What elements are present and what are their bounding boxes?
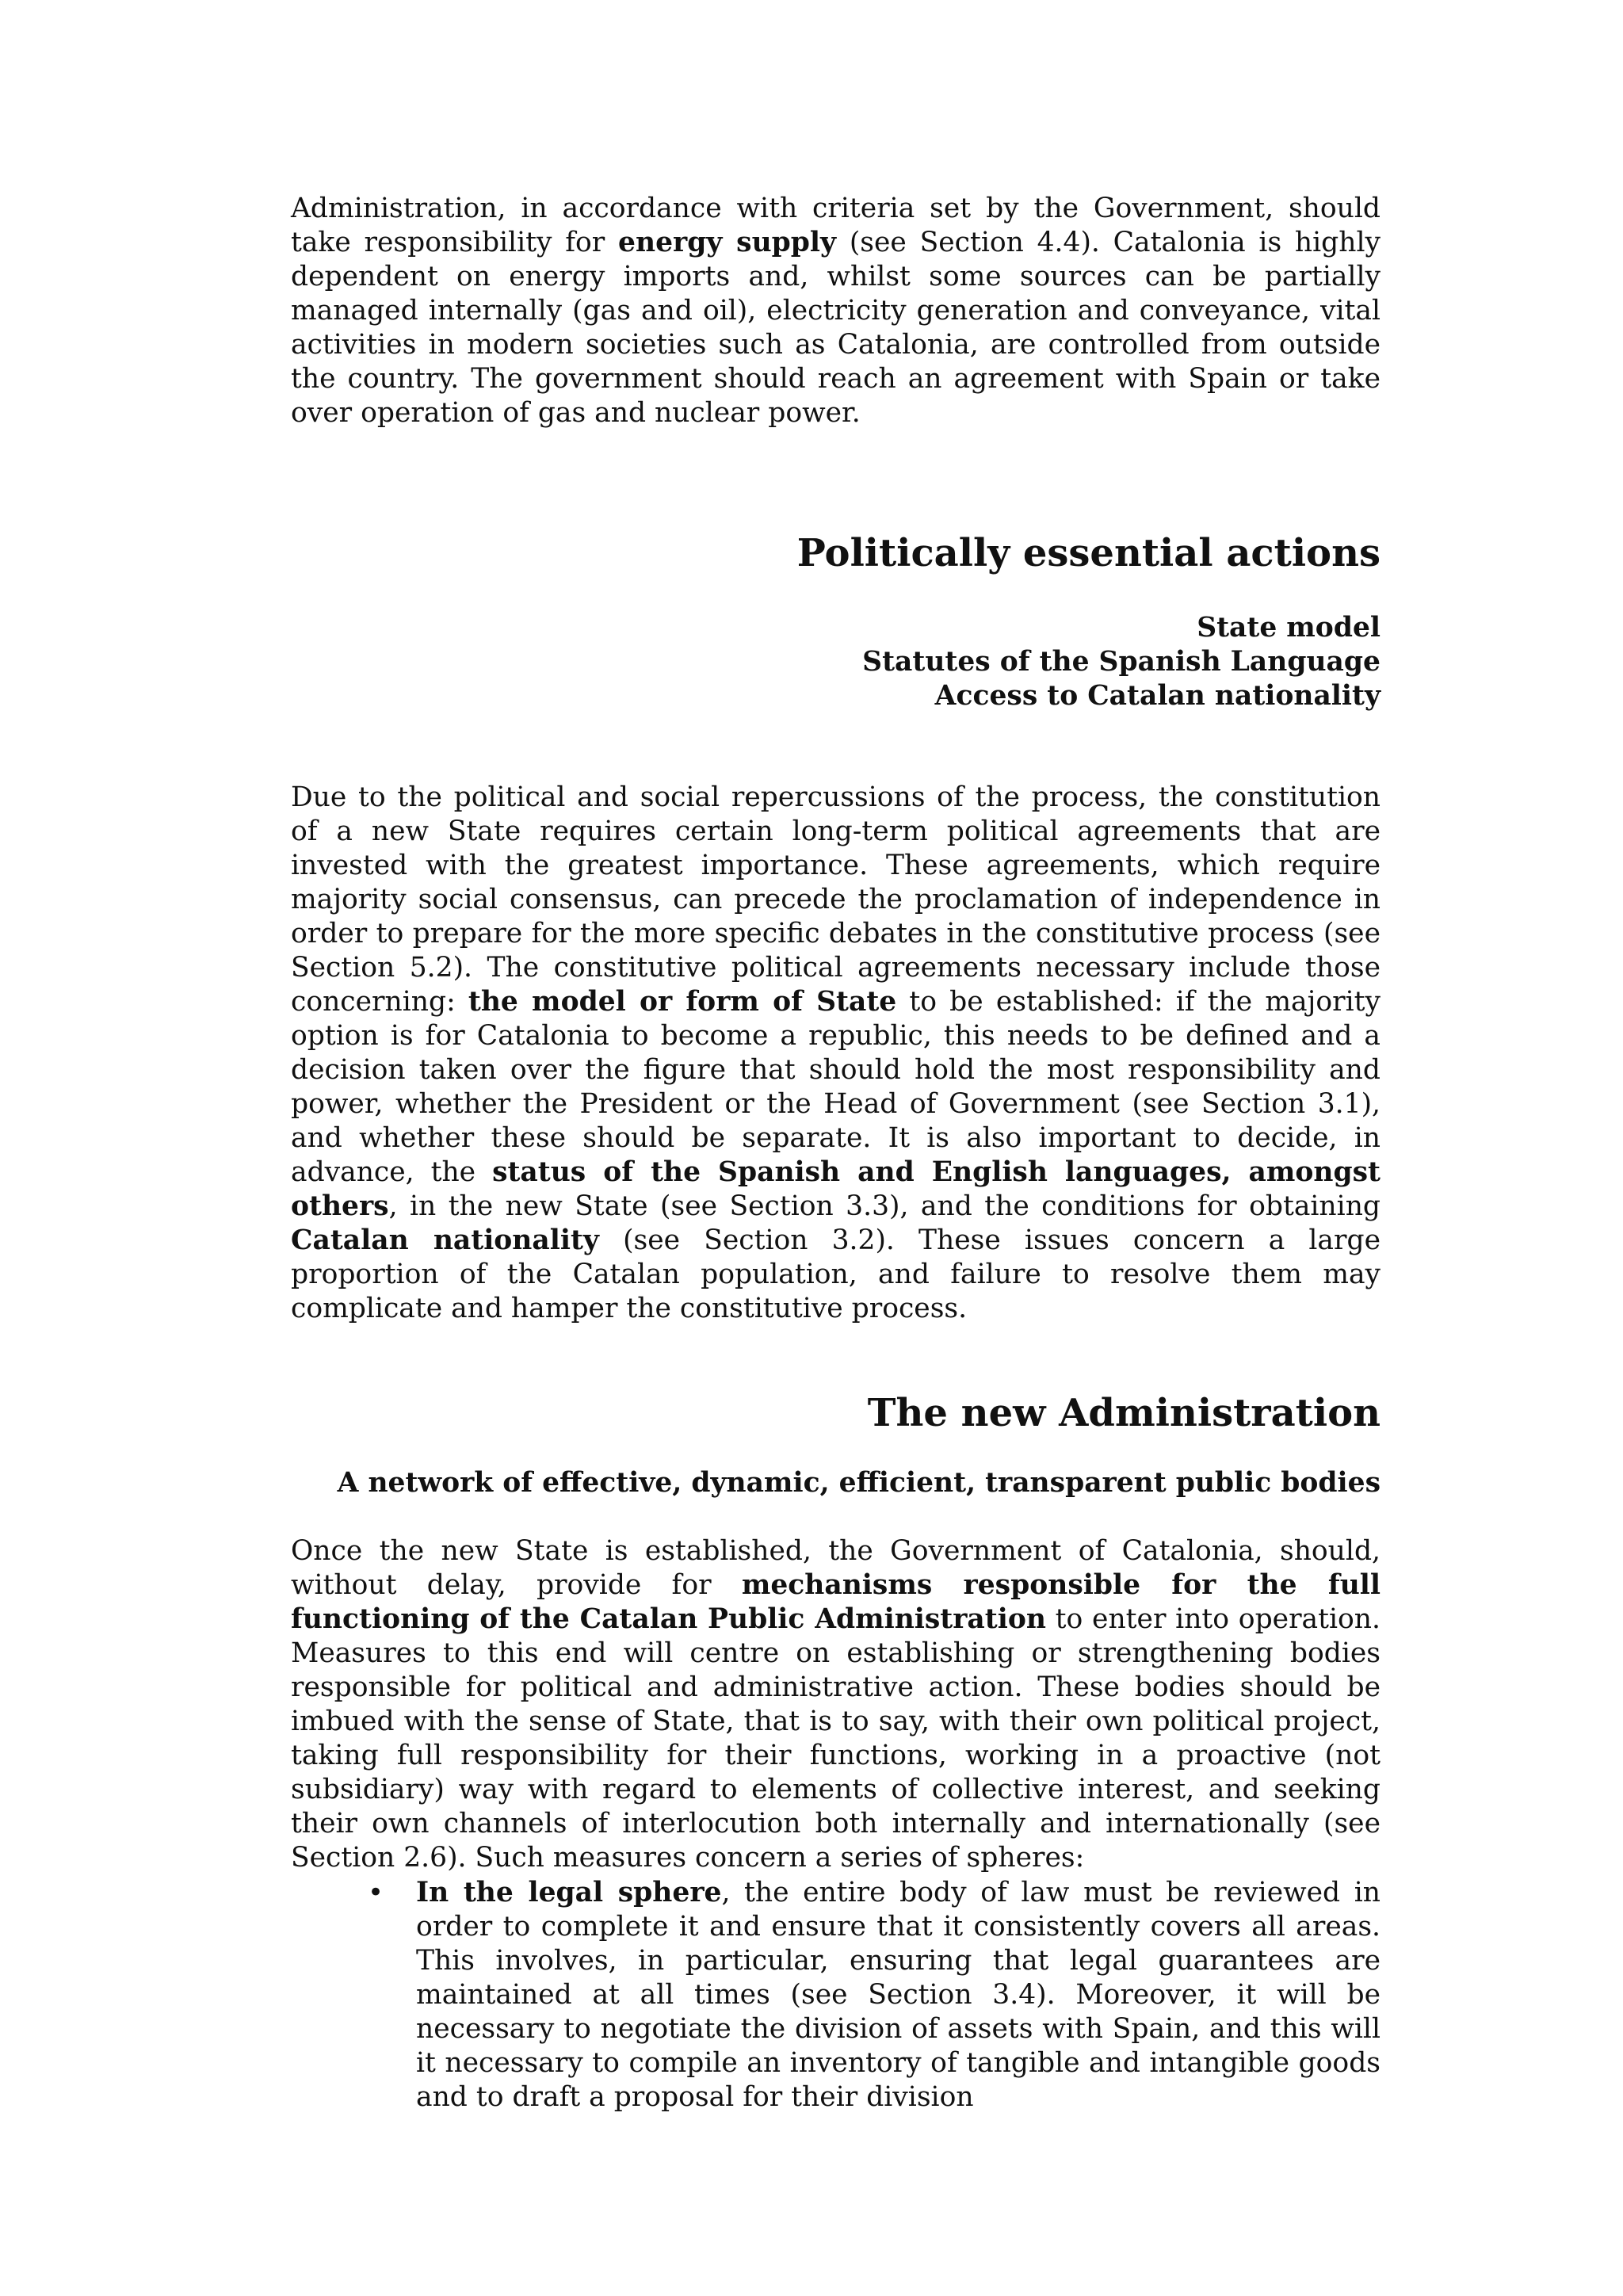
section2-paragraph bbox=[291, 1534, 1381, 1875]
intro-bold-energy-supply: energy supply bbox=[618, 227, 837, 258]
s2-text-1: Once the new State is established, the Government of Catalonia, should, without delay, provide for bbox=[291, 1535, 1381, 1601]
section-politically-essential-actions bbox=[291, 531, 1381, 575]
intro-paragraph bbox=[291, 192, 1381, 430]
section1-paragraph bbox=[291, 781, 1381, 1326]
s1-text-4: (see Section 3.2). These issues concern a large proportion of the Catalan population, and failure to resolve them may complicate and hamper the constitutive process. bbox=[291, 1224, 1381, 1324]
section-title: The new Administration bbox=[867, 1391, 1381, 1435]
s1-bold-languages: status of the Spanish and English languages, amongst others bbox=[291, 1156, 1381, 1222]
subtitle-state-model: State model bbox=[1197, 612, 1381, 644]
bullet-bold-legal-sphere: In the legal sphere bbox=[416, 1877, 722, 1908]
intro-text-1: Administration, in accordance with criteria set by the Government, should take responsibility for bbox=[291, 193, 1381, 258]
subtitle-catalan-nationality: Access to Catalan nationality bbox=[934, 680, 1381, 712]
s1-text-2: to be established: if the majority option is for Catalonia to become a republic, this needs to be defined and a decision taken over the figure that should hold the most responsibility and power, whether the President or the Head of Government (see Section 3.1), and whether these should be separate. It is also important to decide, in advance, the bbox=[291, 986, 1381, 1188]
s1-bold-catalan-nationality: Catalan nationality bbox=[291, 1224, 599, 1256]
bullet-body-text: , the entire body of law must be reviewed in order to complete it and ensure that it consistently covers all areas. This involves, in particular, ensuring that legal guarantees are maintained at all times (see Section 3.4). Moreover, it will be necessary to negotiate the division of assets with Spain, and this will it necessary to compile an inventory of tangible and intangible goods and to draft a proposal for their division bbox=[416, 1877, 1381, 2113]
section1-paragraph-block bbox=[291, 781, 1381, 1326]
intro-text-2: (see Section 4.4). Catalonia is highly dependent on energy imports and, whilst some sources can be partially managed internally (gas and oil), electricity generation and conveyance, vital activities in modern societies such as Catalonia, are controlled from outside the country. The government should reach an agreement with Spain or take over operation of gas and nuclear power. bbox=[291, 227, 1381, 429]
bullet-marker: • bbox=[368, 1877, 384, 1908]
s2-bold-mechanisms: mechanisms responsible for the full functioning of the Catalan Public Administration bbox=[291, 1569, 1381, 1635]
s1-bold-model-of-state: the model or form of State bbox=[468, 986, 897, 1018]
s1-text-3: , in the new State (see Section 3.3), and the conditions for obtaining bbox=[388, 1190, 1381, 1222]
section-title: Politically essential actions bbox=[796, 531, 1381, 575]
section2-subtitle-block bbox=[291, 1466, 1381, 1500]
s2-text-2: to enter into operation. Measures to this end will centre on establishing or strengthening bodies responsible for political and administrative action. These bodies should be imbued with the sense of State, that is to say, with their own political project, taking full responsibility for their functions, working in a proactive (not subsidiary) way with regard to elements of collective interest, and seeking their own channels of interlocution both internally and internationally (see Section 2.6). Such measures concern a series of spheres: bbox=[291, 1603, 1381, 1874]
subtitle-statutes-spanish-language: Statutes of the Spanish Language bbox=[862, 646, 1381, 678]
intro-paragraph-block bbox=[291, 192, 1381, 430]
bullet-text bbox=[416, 1876, 1381, 2115]
s1-text-1: Due to the political and social repercussions of the process, the constitution of a new State requires certain long-term political agreements that are invested with the greatest importance. These agreements, which require majority social consensus, can precede the proclamation of independence in order to prepare for the more specific debates in the constitutive process (see Section 5.2). The constitutive political agreements necessary include those concerning: bbox=[291, 781, 1381, 1018]
section2-paragraph-block bbox=[291, 1534, 1381, 1875]
section1-subtitles bbox=[291, 611, 1381, 713]
section-new-administration bbox=[291, 1391, 1381, 1435]
subtitle-network-public-bodies: A network of effective, dynamic, efficient, transparent public bodies bbox=[337, 1467, 1381, 1499]
